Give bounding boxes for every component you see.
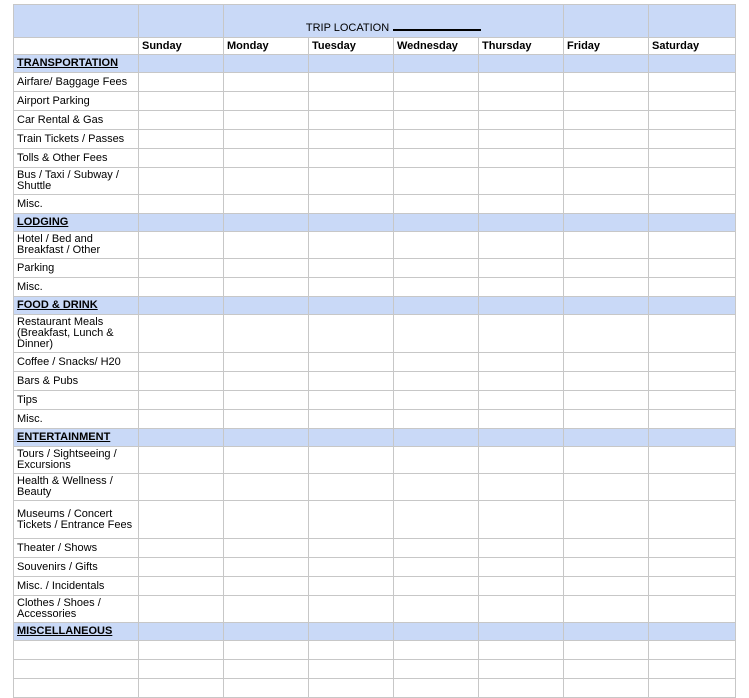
day-header-wednesday: Wednesday [394,38,479,55]
expense-friday-cell[interactable] [564,195,649,214]
expense-saturday-cell[interactable] [649,168,736,195]
section-row-food [14,297,736,315]
section-lodging-sunday-cell [139,214,224,232]
section-lodging-thursday-cell [479,214,564,232]
section-entertainment-thursday-cell [479,429,564,447]
expense-wednesday-cell[interactable] [394,353,479,372]
expense-wednesday-cell[interactable] [394,315,479,353]
section-label-food: FOOD & DRINK [14,297,139,315]
expense-row [14,92,736,111]
blank-thursday-cell[interactable] [479,641,564,660]
expense-row [14,149,736,168]
expense-monday-cell[interactable] [224,577,309,596]
expense-saturday-cell[interactable] [649,259,736,278]
expense-thursday-cell[interactable] [479,539,564,558]
category-label: Parking [14,259,139,278]
expense-tuesday-cell[interactable] [309,391,394,410]
title-right-cell [564,5,649,38]
expense-sunday-cell[interactable] [139,111,224,130]
expense-tuesday-cell[interactable] [309,539,394,558]
expense-wednesday-cell[interactable] [394,539,479,558]
expense-thursday-cell[interactable] [479,130,564,149]
expense-monday-cell[interactable] [224,474,309,501]
expense-wednesday-cell[interactable] [394,195,479,214]
expense-saturday-cell[interactable] [649,539,736,558]
expense-tuesday-cell[interactable] [309,259,394,278]
expense-friday-cell[interactable] [564,577,649,596]
expense-friday-cell[interactable] [564,501,649,539]
expense-tuesday-cell[interactable] [309,577,394,596]
category-label: Airport Parking [14,92,139,111]
expense-thursday-cell[interactable] [479,259,564,278]
expense-monday-cell[interactable] [224,447,309,474]
blank-monday-cell[interactable] [224,641,309,660]
expense-tuesday-cell[interactable] [309,195,394,214]
expense-thursday-cell[interactable] [479,278,564,297]
expense-monday-cell[interactable] [224,149,309,168]
blank-saturday-cell[interactable] [649,679,736,698]
expense-thursday-cell[interactable] [479,92,564,111]
section-lodging-saturday-cell [649,214,736,232]
category-label: Tips [14,391,139,410]
category-label: Tolls & Other Fees [14,149,139,168]
section-misc-sunday-cell [139,623,224,641]
expense-sunday-cell[interactable] [139,353,224,372]
expense-monday-cell[interactable] [224,501,309,539]
expense-monday-cell[interactable] [224,259,309,278]
expense-wednesday-cell[interactable] [394,111,479,130]
expense-thursday-cell[interactable] [479,315,564,353]
expense-friday-cell[interactable] [564,372,649,391]
category-label: Airfare/ Baggage Fees [14,73,139,92]
section-entertainment-saturday-cell [649,429,736,447]
expense-thursday-cell[interactable] [479,73,564,92]
expense-monday-cell[interactable] [224,539,309,558]
expense-sunday-cell[interactable] [139,596,224,623]
expense-monday-cell[interactable] [224,391,309,410]
blank-row [14,641,736,660]
expense-sunday-cell[interactable] [139,168,224,195]
blank-tuesday-cell[interactable] [309,679,394,698]
expense-monday-cell[interactable] [224,372,309,391]
expense-friday-cell[interactable] [564,168,649,195]
expense-friday-cell[interactable] [564,111,649,130]
page-title-cell [224,5,564,38]
blank-friday-cell[interactable] [564,641,649,660]
expense-wednesday-cell[interactable] [394,410,479,429]
section-misc-thursday-cell [479,623,564,641]
expense-friday-cell[interactable] [564,474,649,501]
section-misc-wednesday-cell [394,623,479,641]
expense-monday-cell[interactable] [224,353,309,372]
expense-friday-cell[interactable] [564,410,649,429]
section-lodging-tuesday-cell [309,214,394,232]
day-header-thursday: Thursday [479,38,564,55]
section-transportation-tuesday-cell [309,55,394,73]
expense-saturday-cell[interactable] [649,596,736,623]
expense-row [14,232,736,259]
expense-row [14,259,736,278]
expense-sunday-cell[interactable] [139,558,224,577]
expense-wednesday-cell[interactable] [394,278,479,297]
expense-tuesday-cell[interactable] [309,447,394,474]
expense-monday-cell[interactable] [224,596,309,623]
expense-sunday-cell[interactable] [139,195,224,214]
category-label: Hotel / Bed and Breakfast / Other [14,232,139,259]
section-label-lodging: LODGING [14,214,139,232]
expense-tuesday-cell[interactable] [309,232,394,259]
expense-saturday-cell[interactable] [649,372,736,391]
expense-tuesday-cell[interactable] [309,278,394,297]
expense-sunday-cell[interactable] [139,577,224,596]
expense-saturday-cell[interactable] [649,577,736,596]
category-label: Bus / Taxi / Subway / Shuttle [14,168,139,195]
expense-wednesday-cell[interactable] [394,73,479,92]
expense-monday-cell[interactable] [224,278,309,297]
blank-thursday-cell[interactable] [479,679,564,698]
expense-sunday-cell[interactable] [139,447,224,474]
expense-saturday-cell[interactable] [649,111,736,130]
category-label: Museums / Concert Tickets / Entrance Fees [14,501,139,539]
expense-row [14,410,736,429]
expense-sunday-cell[interactable] [139,278,224,297]
expense-friday-cell[interactable] [564,92,649,111]
expense-row [14,539,736,558]
expense-wednesday-cell[interactable] [394,577,479,596]
expense-saturday-cell[interactable] [649,558,736,577]
section-entertainment-wednesday-cell [394,429,479,447]
expense-sunday-cell[interactable] [139,539,224,558]
section-label-misc: MISCELLANEOUS [14,623,139,641]
expense-wednesday-cell[interactable] [394,149,479,168]
expense-thursday-cell[interactable] [479,410,564,429]
category-label: Misc. [14,195,139,214]
expense-saturday-cell[interactable] [649,73,736,92]
section-entertainment-tuesday-cell [309,429,394,447]
expense-friday-cell[interactable] [564,315,649,353]
expense-tuesday-cell[interactable] [309,558,394,577]
blank-tuesday-cell[interactable] [309,641,394,660]
expense-friday-cell[interactable] [564,596,649,623]
expense-monday-cell[interactable] [224,195,309,214]
expense-row [14,577,736,596]
expense-saturday-cell[interactable] [649,501,736,539]
day-header-friday: Friday [564,38,649,55]
category-label: Clothes / Shoes / Accessories [14,596,139,623]
expense-thursday-cell[interactable] [479,353,564,372]
day-header-saturday: Saturday [649,38,736,55]
expense-saturday-cell[interactable] [649,447,736,474]
expense-friday-cell[interactable] [564,259,649,278]
section-lodging-friday-cell [564,214,649,232]
expense-wednesday-cell[interactable] [394,391,479,410]
expense-wednesday-cell[interactable] [394,558,479,577]
expense-wednesday-cell[interactable] [394,130,479,149]
section-food-wednesday-cell [394,297,479,315]
blank-saturday-cell[interactable] [649,660,736,679]
title-row [14,5,736,38]
expense-monday-cell[interactable] [224,92,309,111]
section-entertainment-monday-cell [224,429,309,447]
expense-friday-cell[interactable] [564,149,649,168]
blank-label-cell[interactable] [14,679,139,698]
expense-tuesday-cell[interactable] [309,501,394,539]
section-label-entertainment: ENTERTAINMENT [14,429,139,447]
expense-row [14,501,736,539]
expense-monday-cell[interactable] [224,315,309,353]
day-header-row [14,38,736,55]
blank-monday-cell[interactable] [224,679,309,698]
expense-wednesday-cell[interactable] [394,259,479,278]
expense-thursday-cell[interactable] [479,195,564,214]
blank-sunday-cell[interactable] [139,641,224,660]
expense-thursday-cell[interactable] [479,558,564,577]
expense-tuesday-cell[interactable] [309,149,394,168]
expense-wednesday-cell[interactable] [394,168,479,195]
blank-label-cell[interactable] [14,641,139,660]
category-label: Tours / Sightseeing / Excursions [14,447,139,474]
expense-saturday-cell[interactable] [649,130,736,149]
expense-thursday-cell[interactable] [479,168,564,195]
expense-tuesday-cell[interactable] [309,353,394,372]
category-label: Misc. [14,410,139,429]
blank-sunday-cell[interactable] [139,660,224,679]
expense-saturday-cell[interactable] [649,232,736,259]
expense-tuesday-cell[interactable] [309,92,394,111]
expense-monday-cell[interactable] [224,130,309,149]
blank-thursday-cell[interactable] [479,660,564,679]
expense-row [14,168,736,195]
expense-tuesday-cell[interactable] [309,474,394,501]
expense-wednesday-cell[interactable] [394,501,479,539]
expense-sunday-cell[interactable] [139,259,224,278]
expense-row [14,558,736,577]
blank-sunday-cell[interactable] [139,679,224,698]
expense-saturday-cell[interactable] [649,410,736,429]
blank-wednesday-cell[interactable] [394,641,479,660]
category-label: Misc. [14,278,139,297]
expense-friday-cell[interactable] [564,353,649,372]
expense-tuesday-cell[interactable] [309,410,394,429]
expense-row [14,130,736,149]
header-corner-cell [14,38,139,55]
expense-row [14,391,736,410]
section-food-thursday-cell [479,297,564,315]
expense-friday-cell[interactable] [564,278,649,297]
expense-saturday-cell[interactable] [649,92,736,111]
section-transportation-thursday-cell [479,55,564,73]
expense-thursday-cell[interactable] [479,232,564,259]
expense-sunday-cell[interactable] [139,410,224,429]
section-row-misc [14,623,736,641]
blank-friday-cell[interactable] [564,679,649,698]
section-food-sunday-cell [139,297,224,315]
category-label: Train Tickets / Passes [14,130,139,149]
expense-tuesday-cell[interactable] [309,111,394,130]
expense-friday-cell[interactable] [564,73,649,92]
section-entertainment-friday-cell [564,429,649,447]
expense-thursday-cell[interactable] [479,149,564,168]
section-transportation-wednesday-cell [394,55,479,73]
expense-monday-cell[interactable] [224,73,309,92]
expense-friday-cell[interactable] [564,232,649,259]
blank-tuesday-cell[interactable] [309,660,394,679]
expense-sunday-cell[interactable] [139,315,224,353]
expense-row [14,372,736,391]
expense-tuesday-cell[interactable] [309,130,394,149]
category-label: Coffee / Snacks/ H20 [14,353,139,372]
expense-tuesday-cell[interactable] [309,596,394,623]
section-row-transportation [14,55,736,73]
expense-thursday-cell[interactable] [479,111,564,130]
expense-row [14,447,736,474]
section-lodging-monday-cell [224,214,309,232]
blank-row [14,660,736,679]
expense-friday-cell[interactable] [564,130,649,149]
section-transportation-saturday-cell [649,55,736,73]
trip-location-blank[interactable] [393,11,481,31]
section-transportation-friday-cell [564,55,649,73]
expense-thursday-cell[interactable] [479,596,564,623]
expense-wednesday-cell[interactable] [394,447,479,474]
blank-wednesday-cell[interactable] [394,679,479,698]
expense-thursday-cell[interactable] [479,447,564,474]
section-entertainment-sunday-cell [139,429,224,447]
section-food-monday-cell [224,297,309,315]
expense-monday-cell[interactable] [224,168,309,195]
day-header-monday: Monday [224,38,309,55]
expense-tuesday-cell[interactable] [309,73,394,92]
expense-monday-cell[interactable] [224,111,309,130]
blank-friday-cell[interactable] [564,660,649,679]
expense-saturday-cell[interactable] [649,149,736,168]
expense-row [14,315,736,353]
title-corner-cell [14,5,139,38]
category-label: Theater / Shows [14,539,139,558]
expense-saturday-cell[interactable] [649,353,736,372]
day-header-tuesday: Tuesday [309,38,394,55]
blank-wednesday-cell[interactable] [394,660,479,679]
category-label: Misc. / Incidentals [14,577,139,596]
expense-saturday-cell[interactable] [649,195,736,214]
expense-tuesday-cell[interactable] [309,372,394,391]
category-label: Souvenirs / Gifts [14,558,139,577]
blank-monday-cell[interactable] [224,660,309,679]
expense-row [14,278,736,297]
expense-thursday-cell[interactable] [479,501,564,539]
expense-wednesday-cell[interactable] [394,92,479,111]
blank-label-cell[interactable] [14,660,139,679]
expense-saturday-cell[interactable] [649,315,736,353]
expense-friday-cell[interactable] [564,391,649,410]
expense-sunday-cell[interactable] [139,92,224,111]
section-food-tuesday-cell [309,297,394,315]
category-label: Car Rental & Gas [14,111,139,130]
section-transportation-monday-cell [224,55,309,73]
expense-thursday-cell[interactable] [479,474,564,501]
section-food-saturday-cell [649,297,736,315]
expense-thursday-cell[interactable] [479,372,564,391]
section-lodging-wednesday-cell [394,214,479,232]
expense-sunday-cell[interactable] [139,149,224,168]
expense-friday-cell[interactable] [564,447,649,474]
expense-wednesday-cell[interactable] [394,474,479,501]
expense-friday-cell[interactable] [564,558,649,577]
title-left-cell [139,5,224,38]
expense-monday-cell[interactable] [224,558,309,577]
section-transportation-sunday-cell [139,55,224,73]
expense-row [14,596,736,623]
trip-budget-sheet [13,4,736,698]
expense-sunday-cell[interactable] [139,232,224,259]
expense-sunday-cell[interactable] [139,73,224,92]
expense-thursday-cell[interactable] [479,577,564,596]
expense-row [14,111,736,130]
expense-saturday-cell[interactable] [649,391,736,410]
section-label-transportation: TRANSPORTATION [14,55,139,73]
expense-sunday-cell[interactable] [139,372,224,391]
expense-saturday-cell[interactable] [649,278,736,297]
section-row-lodging [14,214,736,232]
expense-wednesday-cell[interactable] [394,596,479,623]
day-header-sunday: Sunday [139,38,224,55]
expense-sunday-cell[interactable] [139,501,224,539]
category-label: Health & Wellness / Beauty [14,474,139,501]
expense-tuesday-cell[interactable] [309,168,394,195]
section-row-entertainment [14,429,736,447]
page-title: TRIP LOCATION [305,21,390,34]
blank-saturday-cell[interactable] [649,641,736,660]
expense-tuesday-cell[interactable] [309,315,394,353]
expense-wednesday-cell[interactable] [394,372,479,391]
expense-thursday-cell[interactable] [479,391,564,410]
section-misc-monday-cell [224,623,309,641]
expense-row [14,353,736,372]
section-misc-saturday-cell [649,623,736,641]
section-misc-tuesday-cell [309,623,394,641]
category-label: Restaurant Meals (Breakfast, Lunch & Dinner) [14,315,139,353]
expense-wednesday-cell[interactable] [394,232,479,259]
expense-monday-cell[interactable] [224,410,309,429]
title-right-cell [649,5,736,38]
expense-monday-cell[interactable] [224,232,309,259]
expense-row [14,195,736,214]
section-food-friday-cell [564,297,649,315]
section-misc-friday-cell [564,623,649,641]
expense-row [14,73,736,92]
expense-friday-cell[interactable] [564,539,649,558]
expense-sunday-cell[interactable] [139,130,224,149]
expense-sunday-cell[interactable] [139,391,224,410]
expense-row [14,474,736,501]
category-label: Bars & Pubs [14,372,139,391]
expense-saturday-cell[interactable] [649,474,736,501]
blank-row [14,679,736,698]
expense-sunday-cell[interactable] [139,474,224,501]
